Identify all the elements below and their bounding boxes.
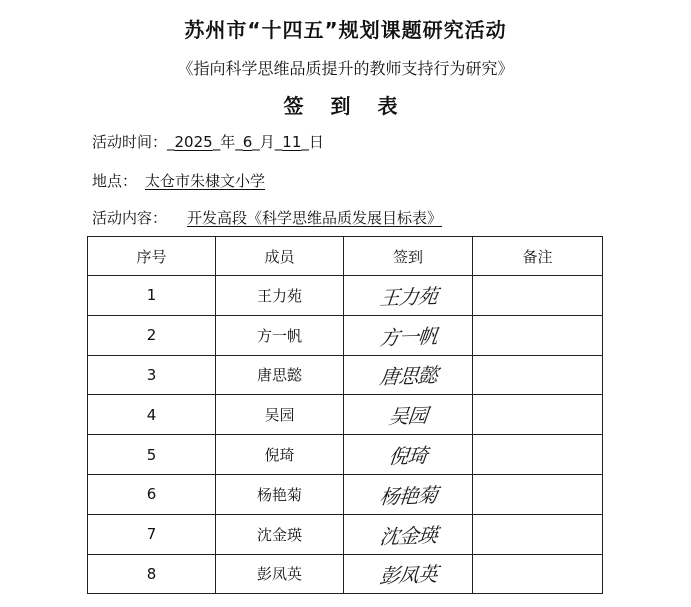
remarks-cell — [473, 315, 603, 355]
month-suffix: _月_ — [252, 133, 283, 151]
signature-cell — [344, 395, 473, 435]
sheet-heading: 签 到 表 — [283, 94, 408, 118]
activity-month: 6 — [242, 133, 253, 151]
remarks-cell — [473, 395, 603, 435]
table-row — [88, 514, 603, 554]
signature-cell — [344, 315, 473, 355]
signature-cell — [344, 554, 473, 594]
table-row — [88, 474, 603, 514]
signature-cell — [344, 435, 473, 475]
row-number: 4 — [88, 395, 216, 435]
remarks-cell — [473, 435, 603, 475]
row-number: 1 — [88, 276, 216, 316]
activity-time-line — [92, 131, 324, 152]
header-remarks: 备注 — [473, 237, 603, 276]
handwritten-signature: 沈金瑛 — [377, 522, 438, 549]
signature-cell — [344, 514, 473, 554]
remarks-cell — [473, 276, 603, 316]
table-header-row — [88, 237, 603, 276]
document-title: 苏州市“十四五”规划课题研究活动 — [184, 18, 507, 42]
attendance-table — [87, 236, 603, 594]
remarks-cell — [473, 514, 603, 554]
handwritten-signature: 杨艳菊 — [377, 482, 438, 509]
member-name: 王力苑 — [216, 276, 344, 316]
table-row — [88, 276, 603, 316]
table-row — [88, 395, 603, 435]
header-member: 成员 — [216, 237, 344, 276]
handwritten-signature: 唐思懿 — [377, 363, 438, 390]
row-number: 7 — [88, 514, 216, 554]
row-number: 3 — [88, 355, 216, 395]
table-row — [88, 554, 603, 594]
member-name: 吴园 — [216, 395, 344, 435]
project-subtitle: 《指向科学思维品质提升的教师支持行为研究》 — [177, 59, 514, 78]
signature-cell — [344, 474, 473, 514]
handwritten-signature: 王力苑 — [377, 283, 438, 310]
remarks-cell — [473, 474, 603, 514]
row-number: 5 — [88, 435, 216, 475]
table-row — [88, 435, 603, 475]
remarks-cell — [473, 554, 603, 594]
member-name: 方一帆 — [216, 315, 344, 355]
handwritten-signature: 方一帆 — [377, 323, 438, 350]
activity-content-value: 开发高段《科学思维品质发展目标表》 — [187, 209, 443, 227]
signature-cell — [344, 276, 473, 316]
handwritten-signature: 吴园 — [387, 403, 429, 429]
time-blank: _ — [167, 133, 175, 151]
table-row — [88, 315, 603, 355]
activity-place-label: 地点： — [92, 172, 138, 190]
activity-content-label: 活动内容： — [92, 209, 168, 227]
remarks-cell — [473, 355, 603, 395]
activity-day: 11 — [282, 133, 302, 151]
member-name: 杨艳菊 — [216, 474, 344, 514]
row-number: 2 — [88, 315, 216, 355]
header-signature: 签到 — [344, 237, 473, 276]
signature-cell — [344, 355, 473, 395]
header-number: 序号 — [88, 237, 216, 276]
day-suffix: _日 — [301, 133, 324, 151]
handwritten-signature: 彭凤英 — [377, 562, 438, 589]
activity-time-label: 活动时间： — [92, 133, 168, 151]
table-row — [88, 355, 603, 395]
activity-content-line — [92, 207, 452, 228]
activity-place-line — [92, 170, 275, 191]
row-number: 6 — [88, 474, 216, 514]
activity-year: 2025 — [174, 133, 213, 151]
member-name: 彭凤英 — [216, 554, 344, 594]
handwritten-signature: 倪琦 — [387, 443, 429, 469]
activity-place-value: 太仓市朱棣文小学 — [145, 172, 266, 190]
member-name: 倪琦 — [216, 435, 344, 475]
year-suffix: _年_ — [212, 133, 243, 151]
member-name: 唐思懿 — [216, 355, 344, 395]
row-number: 8 — [88, 554, 216, 594]
member-name: 沈金瑛 — [216, 514, 344, 554]
